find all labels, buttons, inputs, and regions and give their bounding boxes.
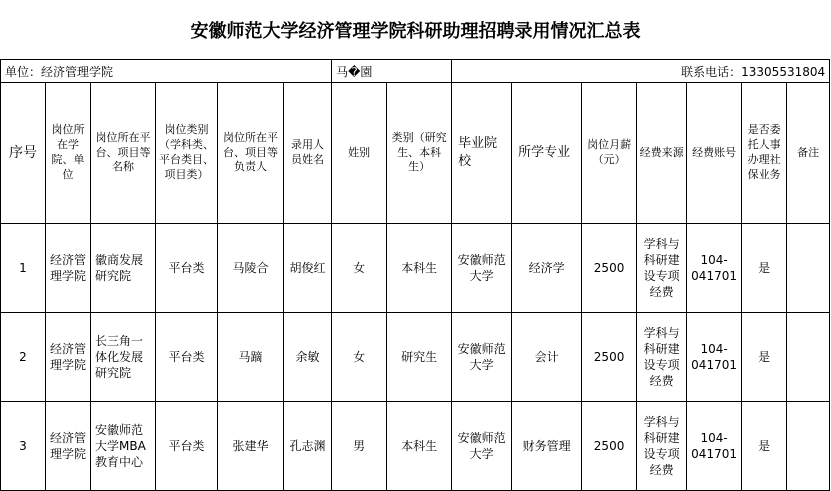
cell-leader: 马蹢	[218, 313, 284, 402]
sheet-title: 安徽师范大学经济管理学院科研助理招聘录用情况汇总表	[190, 20, 641, 42]
info-row	[1, 60, 830, 83]
cell-account: 104-041701	[687, 402, 742, 491]
header-school: 毕业院校	[452, 83, 512, 224]
cell-account: 104-041701	[687, 313, 742, 402]
cell-no: 3	[1, 402, 46, 491]
header-major: 所学专业	[512, 83, 582, 224]
header-social: 是否委托人事办理社保业务	[742, 83, 787, 224]
cell-category: 平台类	[156, 402, 218, 491]
header-row	[1, 83, 830, 224]
cell-social: 是	[742, 402, 787, 491]
cell-major: 会计	[512, 313, 582, 402]
cell-name: 孔志渊	[284, 402, 332, 491]
header-leader: 岗位所在平台、项目等负责人	[218, 83, 284, 224]
contact-phone: 联系电话：13305531804	[452, 60, 830, 83]
cell-name: 余敏	[284, 313, 332, 402]
cell-fund: 学科与科研建设专项经费	[637, 224, 687, 313]
header-fund: 经费来源	[637, 83, 687, 224]
cell-gender: 女	[332, 224, 387, 313]
cell-fund: 学科与科研建设专项经费	[637, 402, 687, 491]
cell-note	[787, 224, 830, 313]
cell-gender: 女	[332, 313, 387, 402]
table-row	[1, 224, 830, 313]
cell-major: 经济学	[512, 224, 582, 313]
cell-fund: 学科与科研建设专项经费	[637, 313, 687, 402]
cell-category: 平台类	[156, 313, 218, 402]
cell-note	[787, 402, 830, 491]
cell-school: 安徽师范大学	[452, 313, 512, 402]
cell-social: 是	[742, 313, 787, 402]
cell-unit: 经济管理学院	[46, 313, 91, 402]
cell-account: 104-041701	[687, 224, 742, 313]
cell-name: 胡俊红	[284, 224, 332, 313]
cell-no: 1	[1, 224, 46, 313]
cell-level: 本科生	[387, 402, 452, 491]
cell-major: 财务管理	[512, 402, 582, 491]
cell-category: 平台类	[156, 224, 218, 313]
header-gender: 姓别	[332, 83, 387, 224]
contact-person: 马�園	[332, 60, 452, 83]
header-level: 类别（研究生、本科生）	[387, 83, 452, 224]
cell-platform: 徽商发展研究院	[91, 224, 156, 313]
header-name: 录用人员姓名	[284, 83, 332, 224]
header-category: 岗位类别（学科类、平台类目、项目类）	[156, 83, 218, 224]
cell-school: 安徽师范大学	[452, 402, 512, 491]
cell-salary: 2500	[582, 402, 637, 491]
header-account: 经费账号	[687, 83, 742, 224]
header-salary: 岗位月薪（元）	[582, 83, 637, 224]
unit-label: 单位：经济管理学院	[1, 60, 332, 83]
header-note: 备注	[787, 83, 830, 224]
cell-no: 2	[1, 313, 46, 402]
header-index: 序号	[1, 83, 46, 224]
cell-platform: 安徽师范大学MBA教育中心	[91, 402, 156, 491]
cell-social: 是	[742, 224, 787, 313]
cell-platform: 长三角一体化发展研究院	[91, 313, 156, 402]
table-row	[1, 313, 830, 402]
cell-unit: 经济管理学院	[46, 224, 91, 313]
cell-level: 本科生	[387, 224, 452, 313]
header-platform: 岗位所在平台、项目等名称	[91, 83, 156, 224]
cell-unit: 经济管理学院	[46, 402, 91, 491]
cell-gender: 男	[332, 402, 387, 491]
table-row	[1, 402, 830, 491]
cell-salary: 2500	[582, 224, 637, 313]
header-unit: 岗位所在学院、单位	[46, 83, 91, 224]
cell-note	[787, 313, 830, 402]
cell-school: 安徽师范大学	[452, 224, 512, 313]
cell-leader: 马陵合	[218, 224, 284, 313]
recruitment-table	[0, 59, 830, 491]
cell-salary: 2500	[582, 313, 637, 402]
cell-level: 研究生	[387, 313, 452, 402]
cell-leader: 张建华	[218, 402, 284, 491]
